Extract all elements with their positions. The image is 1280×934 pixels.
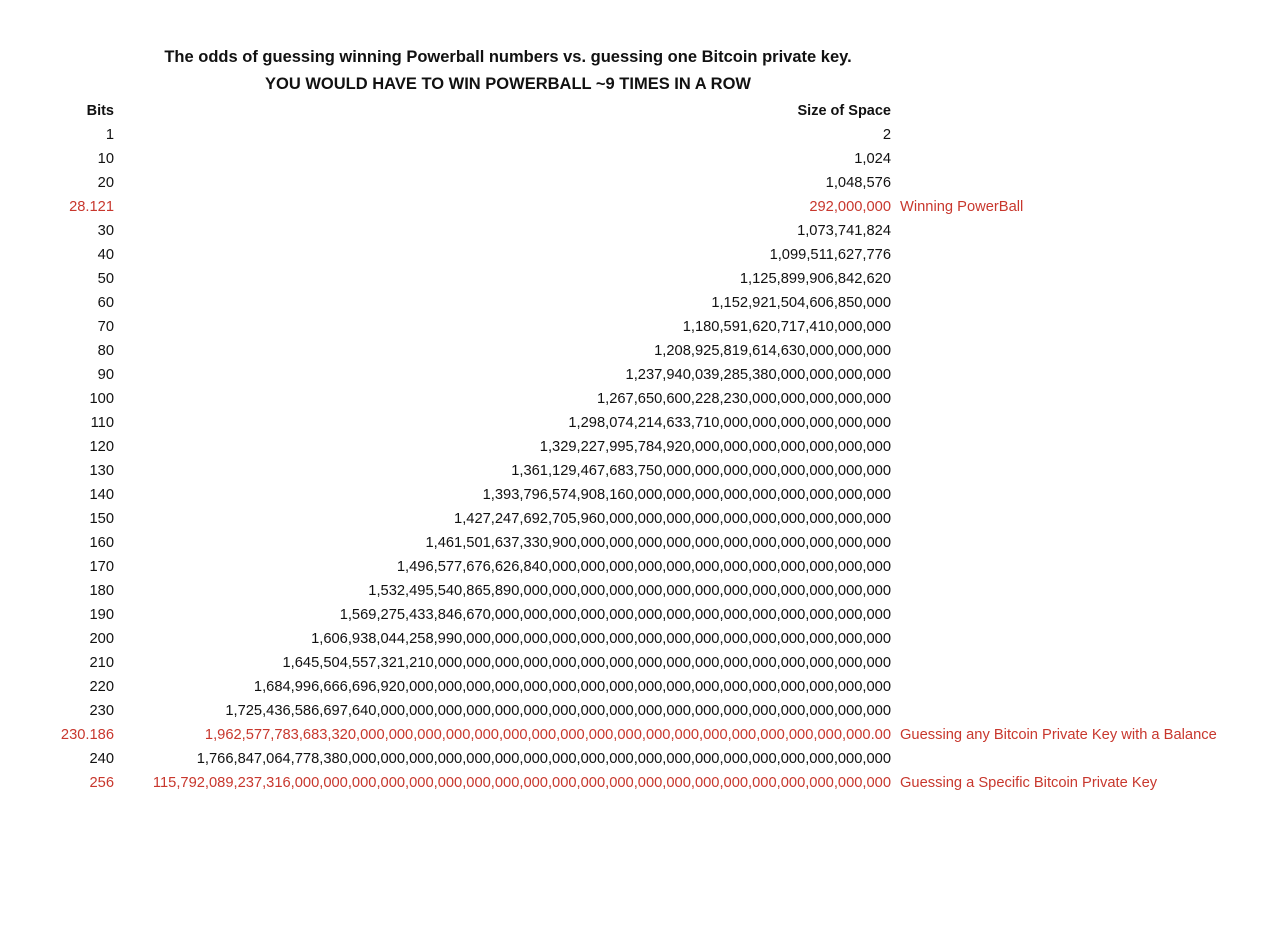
table-row [0,339,1280,363]
note-cell: Winning PowerBall [900,199,1024,215]
bits-cell: 240 [89,751,114,767]
page-title: The odds of guessing winning Powerball numbers vs. guessing one Bitcoin private key. [164,48,852,66]
size-cell: 1,048,576 [825,175,891,191]
size-cell: 292,000,000 [809,199,891,215]
bits-cell: 210 [89,655,114,671]
bits-cell: 80 [97,343,114,359]
size-cell: 1,496,577,676,626,840,000,000,000,000,000,000,000,000,000,000,000,000 [396,559,891,575]
bits-cell: 150 [89,511,114,527]
bits-cell: 1 [105,127,114,143]
bits-cell: 140 [89,487,114,503]
size-cell: 1,024 [854,151,891,167]
table-row [0,315,1280,339]
bits-cell: 28.121 [69,199,114,215]
bits-cell: 90 [97,367,114,383]
page-subtitle: YOU WOULD HAVE TO WIN POWERBALL ~9 TIMES IN A ROW [265,75,751,93]
table-row [0,699,1280,723]
size-cell: 1,152,921,504,606,850,000 [711,295,891,311]
table-row [0,267,1280,291]
table-row [0,579,1280,603]
size-cell: 1,606,938,044,258,990,000,000,000,000,000,000,000,000,000,000,000,000,000,000,000 [311,631,891,647]
bits-cell: 20 [97,175,114,191]
size-cell: 1,208,925,819,614,630,000,000,000 [654,343,891,359]
bits-cell: 110 [90,415,114,431]
table-row [0,747,1280,771]
bits-cell: 220 [89,679,114,695]
bits-cell: 190 [89,607,114,623]
size-cell: 1,298,074,214,633,710,000,000,000,000,000,000 [568,415,891,431]
bits-cell: 30 [97,223,114,239]
table-row [0,627,1280,651]
table-row [0,123,1280,147]
size-cell: 1,569,275,433,846,670,000,000,000,000,000,000,000,000,000,000,000,000,000,000 [339,607,891,623]
size-cell: 1,645,504,557,321,210,000,000,000,000,000,000,000,000,000,000,000,000,000,000,000,000 [282,655,891,671]
bits-cell: 70 [97,319,114,335]
size-cell: 1,461,501,637,330,900,000,000,000,000,000,000,000,000,000,000,000 [425,535,891,551]
table-row [0,603,1280,627]
size-cell: 1,329,227,995,784,920,000,000,000,000,000,000,000 [539,439,891,455]
size-cell: 1,962,577,783,683,320,000,000,000,000,000,000,000,000,000,000,000,000,000,000,000,000,000,000.00 [204,727,891,743]
table-row [0,483,1280,507]
size-cell: 2 [882,127,891,143]
size-cell: 1,073,741,824 [797,223,891,239]
bits-cell: 170 [89,559,114,575]
table-row [0,387,1280,411]
size-cell: 1,099,511,627,776 [769,247,891,263]
size-cell: 1,684,996,666,696,920,000,000,000,000,000,000,000,000,000,000,000,000,000,000,000,000,000 [253,679,891,695]
table-row [0,651,1280,675]
odds-table [0,123,1280,795]
table-row [0,459,1280,483]
size-cell: 1,237,940,039,285,380,000,000,000,000 [625,367,891,383]
bits-cell: 50 [97,271,114,287]
table-row [0,147,1280,171]
size-cell: 1,125,899,906,842,620 [739,271,891,287]
table-row [0,507,1280,531]
table-row [0,363,1280,387]
size-cell: 1,361,129,467,683,750,000,000,000,000,000,000,000,000 [511,463,891,479]
table-row [0,435,1280,459]
size-cell: 115,792,089,237,316,000,000,000,000,000,000,000,000,000,000,000,000,000,000,000,000,000,000,000,000,000 [152,775,891,791]
size-cell: 1,427,247,692,705,960,000,000,000,000,000,000,000,000,000,000 [454,511,891,527]
size-cell: 1,725,436,586,697,640,000,000,000,000,000,000,000,000,000,000,000,000,000,000,000,000,000,000 [225,703,891,719]
bits-cell: 40 [97,247,114,263]
size-cell: 1,766,847,064,778,380,000,000,000,000,000,000,000,000,000,000,000,000,000,000,000,000,000,000,000 [196,751,891,767]
table-row [0,291,1280,315]
column-header-bits: Bits [86,103,114,119]
note-cell: Guessing a Specific Bitcoin Private Key [900,775,1158,791]
bits-cell: 256 [89,775,114,791]
bits-cell: 60 [97,295,114,311]
bits-cell: 180 [89,583,114,599]
table-row [0,411,1280,435]
size-cell: 1,532,495,540,865,890,000,000,000,000,000,000,000,000,000,000,000,000,000 [368,583,891,599]
bits-cell: 200 [89,631,114,647]
table-row [0,723,1280,747]
bits-cell: 120 [89,439,114,455]
table-row [0,771,1280,795]
bits-cell: 230.186 [60,727,114,743]
bits-cell: 230 [89,703,114,719]
table-row [0,243,1280,267]
table-row [0,555,1280,579]
size-cell: 1,180,591,620,717,410,000,000 [682,319,891,335]
table-row [0,675,1280,699]
table-row [0,195,1280,219]
bits-cell: 160 [89,535,114,551]
note-cell: Guessing any Bitcoin Private Key with a Balance [900,727,1217,743]
bits-cell: 10 [97,151,114,167]
table-row [0,219,1280,243]
bits-cell: 130 [89,463,114,479]
table-row [0,171,1280,195]
size-cell: 1,267,650,600,228,230,000,000,000,000,000 [596,391,891,407]
bits-cell: 100 [89,391,114,407]
column-header-size: Size of Space [797,103,891,119]
table-row [0,531,1280,555]
size-cell: 1,393,796,574,908,160,000,000,000,000,000,000,000,000,000 [482,487,891,503]
